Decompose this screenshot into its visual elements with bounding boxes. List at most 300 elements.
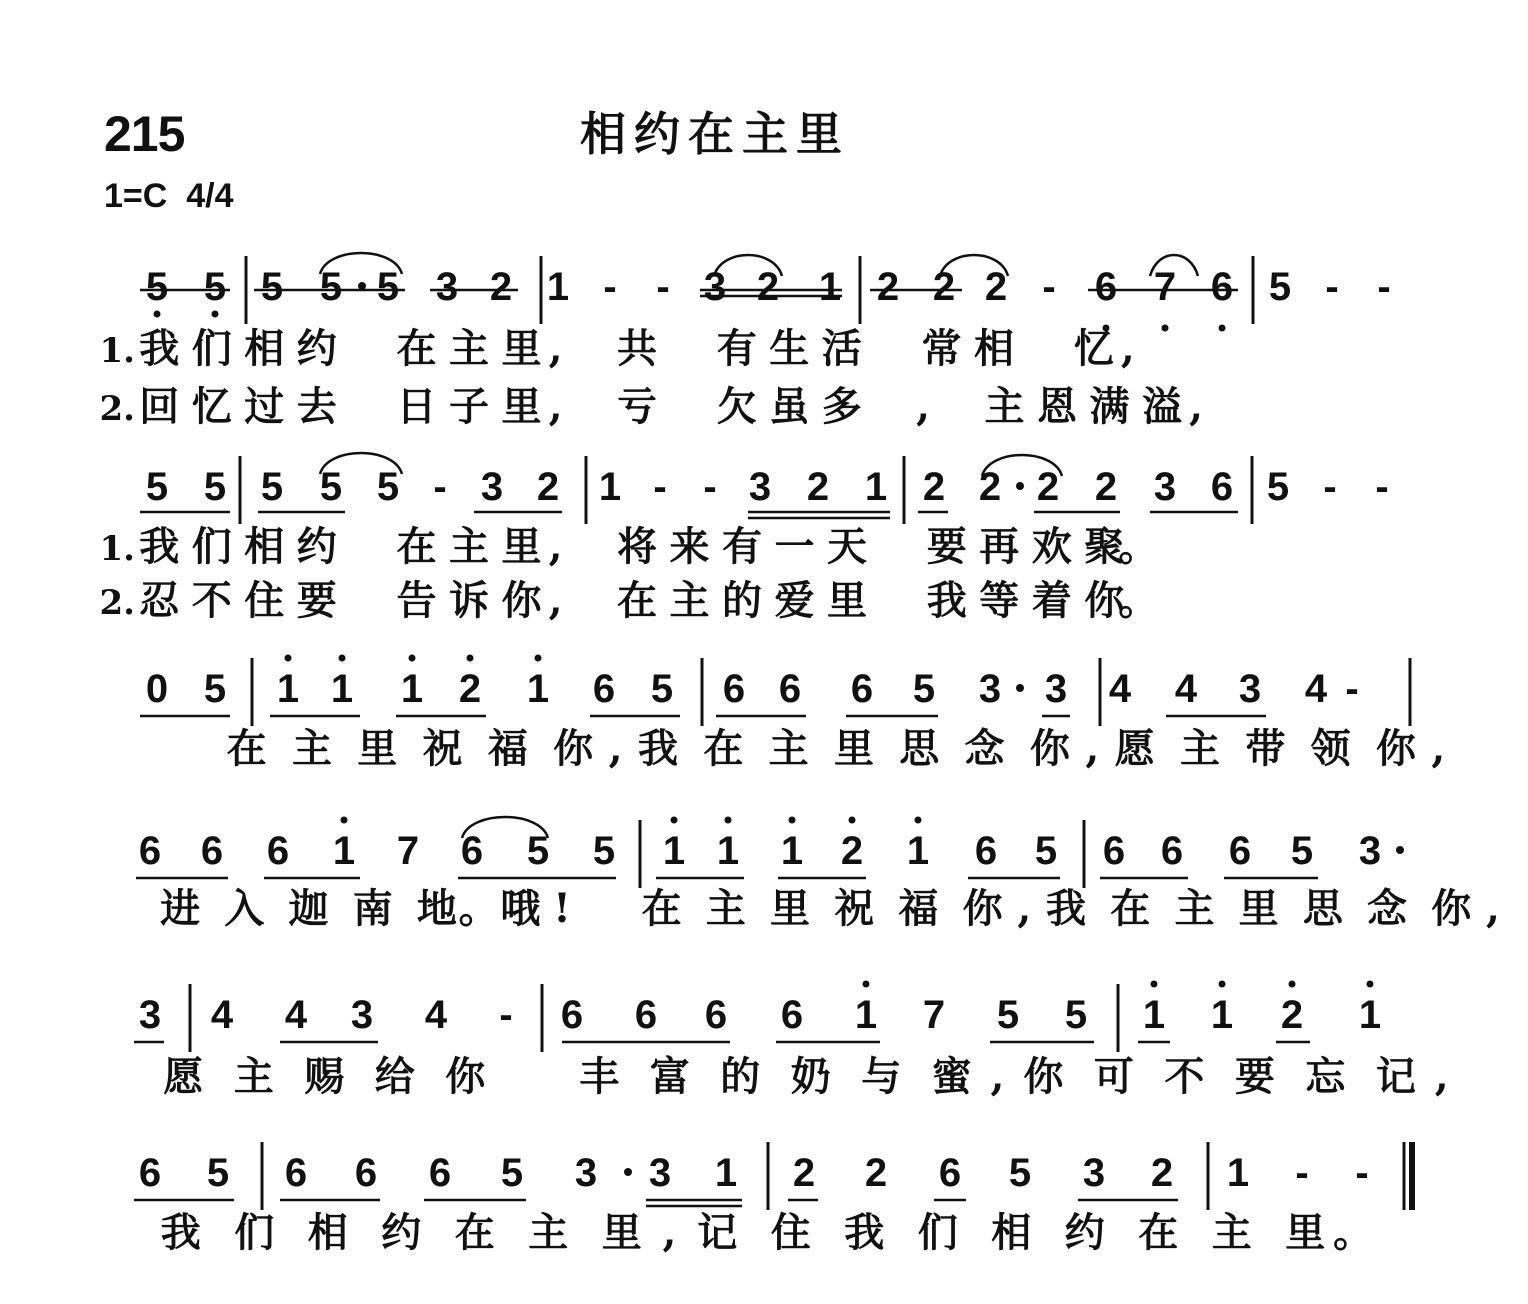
lyric-char: 的 (720, 1053, 761, 1100)
lyric-char: 住 (770, 1209, 811, 1256)
lyric-punctuation: 。 (458, 885, 499, 932)
note: 3 (648, 1151, 672, 1195)
dotted-rhythm-dot (1396, 846, 1404, 854)
lyric-char: 丰 (579, 1053, 620, 1100)
note: 2 (876, 265, 900, 309)
note: 6 (938, 1151, 962, 1195)
dotted-rhythm-dot (1016, 684, 1024, 692)
lyric-char: 你 (1431, 885, 1472, 932)
lyric-char: 的 (722, 577, 762, 624)
lyric-char: 来 (669, 523, 710, 570)
lyric-char: 要 (926, 523, 967, 570)
note: 6 (460, 829, 484, 873)
verse-number: 2. (99, 389, 135, 429)
lyric-char: 亏 (617, 383, 657, 430)
lyric-char: 们 (191, 523, 232, 570)
note: 2 (1280, 993, 1304, 1037)
lyric-punctuation: , (548, 383, 563, 430)
note: 1 (906, 829, 930, 873)
lyric-char: 南 (352, 885, 393, 932)
note: 1 (1142, 993, 1166, 1037)
note: 5 (319, 265, 343, 309)
lyric-char: 主 (449, 523, 489, 570)
lyric-char: 在 (617, 577, 657, 624)
lyric-char: 约 (381, 1209, 422, 1256)
note: 5 (996, 993, 1020, 1037)
lyric-char: 我 (1046, 885, 1087, 932)
lyric-line (139, 523, 1158, 570)
note-extension: - (656, 265, 670, 309)
lyric-char: 念 (1367, 885, 1408, 932)
lyric-line (227, 725, 1446, 772)
lyric-char: 你 (1023, 1053, 1064, 1100)
lyric-char: 我 (844, 1209, 885, 1256)
lyric-char: 等 (979, 577, 1020, 624)
note: 5 (260, 265, 284, 309)
lyric-char: 们 (234, 1209, 275, 1256)
lyric-char: 在 (1110, 885, 1151, 932)
dotted-rhythm-dot (624, 1168, 632, 1176)
note: 6 (200, 829, 224, 873)
note: 6 (284, 1151, 308, 1195)
high-octave-dot (409, 655, 416, 662)
lyric-char: 你 (445, 1053, 486, 1100)
lyric-char: 主 (705, 885, 746, 932)
lyric-char: 主 (1180, 725, 1221, 772)
lyric-punctuation: , (662, 1209, 677, 1256)
note: 2 (792, 1151, 816, 1195)
lyric-char: 里 (601, 1209, 642, 1256)
note: 5 (1064, 993, 1088, 1037)
note: 2 (922, 465, 946, 509)
note: 2 (489, 265, 513, 309)
note: 5 (376, 265, 400, 309)
note: 3 (1153, 465, 1177, 509)
note: 1 (332, 829, 356, 873)
lyric-line (160, 885, 1500, 932)
lyric-punctuation: , (1017, 885, 1032, 932)
note: 2 (458, 667, 482, 711)
note-extension: - (1325, 265, 1339, 309)
lyric-punctuation: , (1189, 383, 1204, 430)
lyric-char: 奶 (790, 1053, 831, 1100)
high-octave-dot (671, 817, 678, 824)
high-octave-dot (849, 817, 856, 824)
score-system-3 (140, 655, 1445, 773)
lyric-punctuation: , (608, 725, 623, 772)
lyric-char: 相 (974, 325, 1014, 372)
lyric-char: 给 (374, 1053, 415, 1100)
lyric-char: 诉 (449, 577, 489, 624)
lyric-char: 里 (501, 383, 542, 430)
lyric-char: 在 (396, 325, 437, 372)
note: 6 (1210, 465, 1234, 509)
note: 5 (203, 667, 227, 711)
note-extension: - (653, 465, 667, 509)
lyric-char: 记 (1375, 1053, 1416, 1100)
high-octave-dot (1289, 981, 1296, 988)
lyric-char: 要 (1234, 1053, 1275, 1100)
note: 1 (400, 667, 424, 711)
note: 1 (662, 829, 686, 873)
note: 2 (1094, 465, 1118, 509)
lyric-char: 里 (1238, 885, 1279, 932)
lyric-char: 日 (396, 383, 437, 430)
note: 3 (1238, 667, 1262, 711)
lyric-char: 蜜 (931, 1053, 972, 1100)
note: 3 (748, 465, 772, 509)
lyric-char: 我 (160, 1209, 201, 1256)
lyric-char: 相 (307, 1209, 348, 1256)
lyric-char: 主 (669, 577, 710, 624)
note: 3 (574, 1151, 598, 1195)
lyric-char: 福 (487, 725, 528, 772)
note: 6 (138, 829, 162, 873)
note: 1 (716, 829, 740, 873)
score-system-4 (136, 817, 1500, 933)
lyric-char: 祝 (422, 725, 463, 772)
lyric-char: 不 (1164, 1053, 1205, 1100)
lyric-char: 忘 (1305, 1053, 1346, 1100)
note: 1 (714, 1151, 738, 1195)
note: 3 (350, 993, 374, 1037)
lyric-char: 将 (617, 523, 657, 570)
lyric-char: 回 (139, 383, 180, 430)
note: 7 (1153, 265, 1177, 309)
lyric-punctuation: , (990, 1053, 1005, 1100)
note: 2 (806, 465, 830, 509)
lyric-punctuation: , (1434, 1053, 1449, 1100)
lyric-char: 领 (1310, 725, 1351, 772)
note: 6 (974, 829, 998, 873)
note: 6 (722, 667, 746, 711)
lyric-char: 相 (244, 523, 285, 570)
high-octave-dot (341, 817, 348, 824)
note: 4 (1304, 667, 1328, 711)
lyric-char: 在 (226, 725, 267, 772)
lyric-char: 多 (821, 383, 862, 430)
lyric-char: 生 (769, 325, 810, 372)
high-octave-dot (1151, 981, 1158, 988)
lyric-char: 愿 (163, 1053, 204, 1100)
note: 6 (1210, 265, 1234, 309)
high-octave-dot (339, 655, 346, 662)
lyric-char: 一 (774, 523, 815, 570)
lyric-char: 常 (921, 325, 962, 372)
lyric-char: 里 (1285, 1209, 1326, 1256)
note-extension: - (1323, 465, 1337, 509)
note: 4 (284, 993, 308, 1037)
lyric-punctuation: , (1120, 325, 1135, 372)
note: 2 (756, 265, 780, 309)
note-extension: - (1375, 465, 1389, 509)
lyric-char: 活 (821, 325, 862, 372)
note-extension: - (1295, 1151, 1309, 1195)
note: 5 (145, 465, 169, 509)
note: 6 (428, 1151, 452, 1195)
note: 3 (1082, 1151, 1106, 1195)
note-extension: - (1345, 667, 1359, 711)
note: 5 (592, 829, 616, 873)
lyric-char: 哦 (500, 885, 541, 932)
note: 2 (536, 465, 560, 509)
lyric-char: 约 (296, 325, 337, 372)
lyric-char: 有 (722, 523, 762, 570)
note: 1 (1226, 1151, 1250, 1195)
lyric-char: 天 (827, 523, 867, 570)
lyric-char: 你 (1084, 577, 1125, 624)
note: 5 (1008, 1151, 1032, 1195)
lyric-line (139, 577, 1158, 624)
lyric-punctuation: , (548, 523, 563, 570)
score-system-2 (100, 453, 1389, 624)
note: 1 (598, 465, 622, 509)
note: 5 (145, 265, 169, 309)
lyric-char: 入 (224, 885, 265, 932)
score-system-5 (134, 981, 1449, 1101)
lyric-punctuation: , (916, 383, 931, 430)
lyric-char: 约 (1064, 1209, 1105, 1256)
lyric-char: 富 (649, 1053, 690, 1100)
lyric-char: 们 (917, 1209, 958, 1256)
note: 3 (1358, 829, 1382, 873)
high-octave-dot (1367, 981, 1374, 988)
note: 0 (145, 667, 169, 711)
lyric-char: 里 (501, 523, 542, 570)
note-extension: - (603, 265, 617, 309)
high-octave-dot (285, 655, 292, 662)
lyric-char: 里 (833, 725, 874, 772)
lyric-char: 与 (861, 1053, 902, 1100)
lyric-char: 在 (454, 1209, 495, 1256)
note: 5 (206, 1151, 230, 1195)
lyric-char: 主 (233, 1053, 274, 1100)
note: 6 (138, 1151, 162, 1195)
note: 1 (864, 465, 888, 509)
lyric-char: 我 (638, 725, 679, 772)
high-octave-dot (1219, 981, 1226, 988)
lyric-char: 进 (160, 885, 201, 932)
lyric-char: 子 (449, 383, 489, 430)
lyric-char: 你 (1029, 725, 1070, 772)
lyric-punctuation: , (1431, 725, 1446, 772)
note: 6 (850, 667, 874, 711)
lyric-char: 约 (296, 523, 337, 570)
lyric-char: 再 (979, 523, 1020, 570)
note: 2 (984, 265, 1008, 309)
note: 6 (1228, 829, 1252, 873)
lyric-char: 我 (926, 577, 967, 624)
note: 5 (376, 465, 400, 509)
lyric-char: 思 (899, 725, 940, 772)
lyric-char: 迦 (288, 885, 329, 932)
note: 2 (932, 265, 956, 309)
note: 6 (1102, 829, 1126, 873)
note: 6 (634, 993, 658, 1037)
lyric-char: 去 (296, 383, 337, 430)
note-extension: - (1377, 265, 1391, 309)
lyric-char: 你 (553, 725, 594, 772)
note: 1 (1210, 993, 1234, 1037)
lyric-char: 爱 (774, 577, 815, 624)
lyric-char: 们 (191, 325, 232, 372)
lyric-char: 相 (244, 325, 285, 372)
lyric-line (161, 1209, 1373, 1256)
note: 1 (276, 667, 300, 711)
lyric-char: 记 (697, 1209, 738, 1256)
note: 2 (840, 829, 864, 873)
lyric-char: 主 (291, 725, 332, 772)
lyric-char: 里 (501, 325, 542, 372)
lyric-char: 你 (962, 885, 1003, 932)
note: 3 (978, 667, 1002, 711)
high-octave-dot (535, 655, 542, 662)
lyric-char: 思 (1302, 885, 1343, 932)
note: 4 (210, 993, 234, 1037)
lyric-char: 恩 (1037, 383, 1077, 430)
lyric-char: 里 (827, 577, 867, 624)
key-signature: 1=C 4/4 (104, 177, 234, 215)
low-octave-dot (1162, 325, 1169, 332)
lyric-char: 赐 (304, 1053, 345, 1100)
note: 5 (260, 465, 284, 509)
lyric-char: 地 (416, 885, 457, 932)
lyric-char: 欠 (716, 383, 757, 430)
hymn-number: 215 (104, 106, 185, 162)
lyric-char: 聚 (1084, 523, 1125, 570)
note: 5 (650, 667, 674, 711)
lyric-char: 主 (528, 1209, 569, 1256)
lyric-char: 忆 (1073, 325, 1114, 372)
lyric-char: 带 (1245, 725, 1286, 772)
lyric-punctuation: 。 (1118, 577, 1159, 624)
lyric-line (163, 1053, 1448, 1100)
lyric-char: 住 (244, 577, 285, 624)
lyric-char: 你 (1375, 725, 1416, 772)
note: 3 (703, 265, 727, 309)
lyric-char: 在 (1138, 1209, 1179, 1256)
lyric-char: 祝 (834, 885, 875, 932)
lyric-char: 念 (964, 725, 1005, 772)
score-system-6 (134, 1142, 1412, 1256)
low-octave-dot (212, 311, 219, 318)
lyric-line (139, 325, 1135, 372)
lyric-char: 里 (357, 725, 398, 772)
note: 1 (330, 667, 354, 711)
note: 1 (526, 667, 550, 711)
lyric-char: 主 (449, 325, 489, 372)
lyric-char: 主 (1211, 1209, 1252, 1256)
note: 6 (1160, 829, 1184, 873)
lyric-char: 在 (396, 523, 437, 570)
note-extension: - (703, 465, 717, 509)
note: 5 (319, 465, 343, 509)
note: 3 (138, 993, 162, 1037)
note: 6 (780, 993, 804, 1037)
note: 7 (396, 829, 420, 873)
note: 5 (203, 265, 227, 309)
lyric-char: 忆 (191, 383, 232, 430)
note: 1 (546, 265, 570, 309)
note: 6 (1094, 265, 1118, 309)
note: 3 (1044, 667, 1068, 711)
lyric-char: 你 (501, 577, 542, 624)
lyric-char: 虽 (769, 383, 810, 430)
note: 6 (592, 667, 616, 711)
note: 5 (1034, 829, 1058, 873)
note: 4 (424, 993, 448, 1037)
note: 1 (780, 829, 804, 873)
note: 3 (480, 465, 504, 509)
lyric-char: 满 (1089, 383, 1130, 430)
score-system-1 (100, 253, 1391, 430)
high-octave-dot (725, 817, 732, 824)
lyric-char: 溢 (1142, 383, 1182, 430)
lyric-char: 主 (768, 725, 809, 772)
note: 5 (1266, 465, 1290, 509)
lyric-char: 主 (984, 383, 1025, 430)
lyric-punctuation: , (548, 577, 563, 624)
high-octave-dot (863, 981, 870, 988)
note: 5 (1268, 265, 1292, 309)
note: 4 (1174, 667, 1198, 711)
note: 7 (922, 993, 946, 1037)
lyric-char: 欢 (1031, 523, 1072, 570)
verse-number: 1. (99, 331, 135, 371)
lyric-punctuation: , (1085, 725, 1100, 772)
lyric-punctuation: 。 (1118, 523, 1159, 570)
high-octave-dot (915, 817, 922, 824)
note: 1 (1358, 993, 1382, 1037)
note: 6 (354, 1151, 378, 1195)
note: 2 (978, 465, 1002, 509)
high-octave-dot (467, 655, 474, 662)
lyric-punctuation: , (548, 325, 563, 372)
lyric-char: 我 (139, 523, 180, 570)
note-extension: - (1355, 1151, 1369, 1195)
verse-number: 1. (99, 529, 135, 569)
note: 1 (818, 265, 842, 309)
high-octave-dot (789, 817, 796, 824)
note: 3 (435, 265, 459, 309)
note: 5 (203, 465, 227, 509)
note-extension: - (1042, 265, 1056, 309)
note: 5 (526, 829, 550, 873)
low-octave-dot (154, 311, 161, 318)
note: 2 (1036, 465, 1060, 509)
lyric-char: 不 (191, 577, 232, 624)
note: 6 (778, 667, 802, 711)
lyric-char: 过 (244, 383, 285, 430)
note: 2 (1150, 1151, 1174, 1195)
note: 6 (704, 993, 728, 1037)
lyric-char: 可 (1093, 1053, 1134, 1100)
note: 4 (1108, 667, 1132, 711)
hymn-title: 相约在主里 (580, 107, 850, 161)
note: 1 (854, 993, 878, 1037)
lyric-char: 主 (1174, 885, 1215, 932)
note-extension: - (433, 465, 447, 509)
lyric-line (139, 383, 1203, 430)
low-octave-dot (1219, 325, 1226, 332)
verse-number: 2. (99, 583, 135, 623)
lyric-char: 着 (1031, 577, 1072, 624)
lyric-char: 愿 (1114, 725, 1155, 772)
lyric-char: 忍 (139, 577, 180, 624)
lyric-char: 福 (898, 885, 939, 932)
note: 6 (560, 993, 584, 1037)
note: 6 (266, 829, 290, 873)
